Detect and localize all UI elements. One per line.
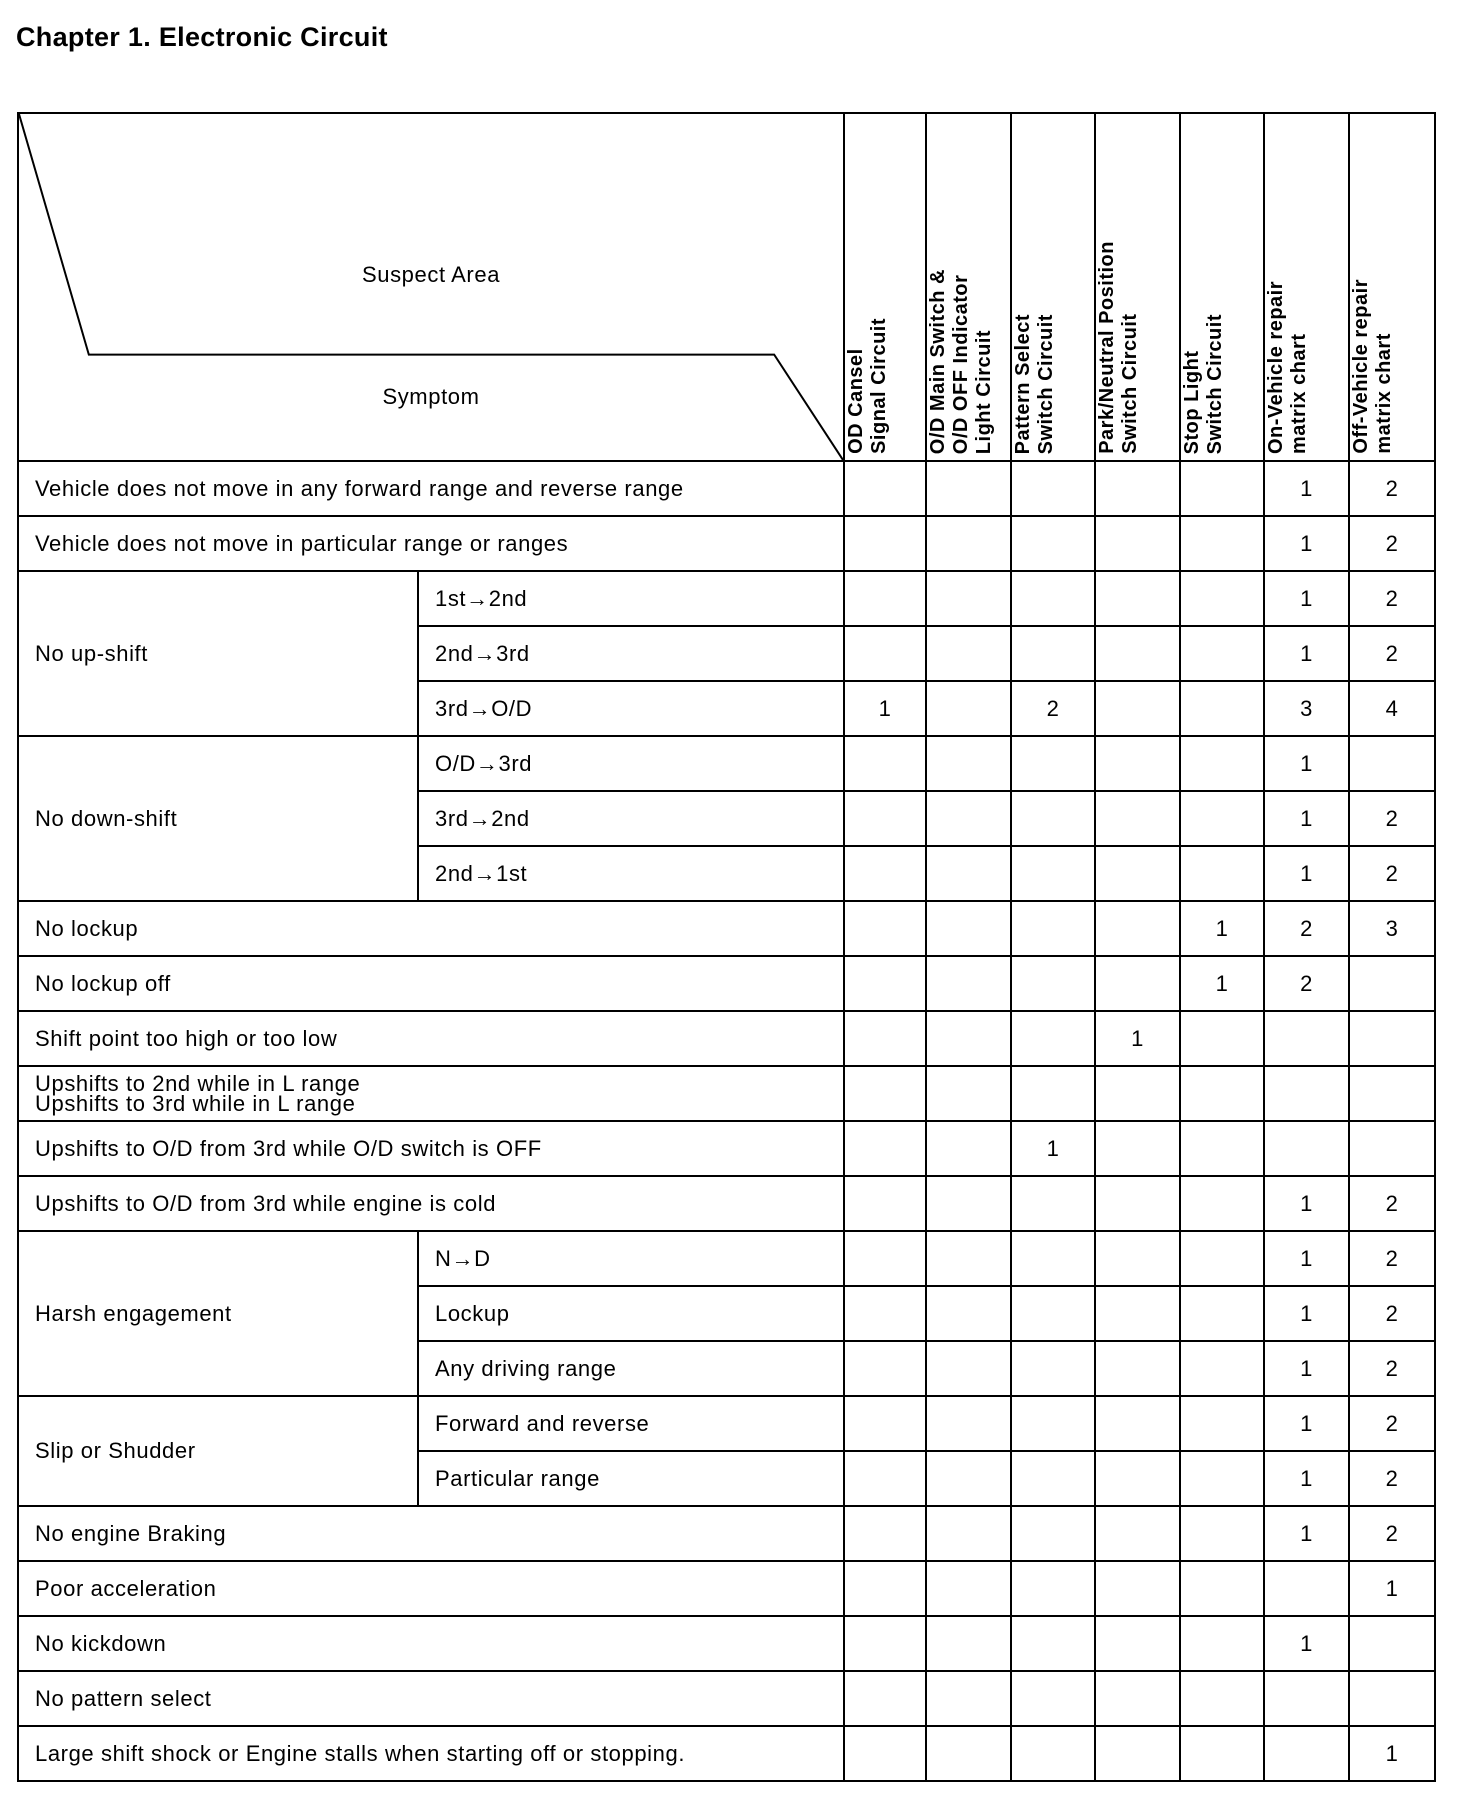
priority-cell (1095, 956, 1180, 1011)
priority-cell: 1 (1264, 461, 1349, 516)
priority-cell (1180, 1671, 1264, 1726)
priority-cell: 2 (1011, 681, 1095, 736)
priority-cell: 1 (1180, 901, 1264, 956)
symptom-group-cell: No down-shift (18, 736, 418, 901)
priority-cell: 2 (1349, 846, 1435, 901)
symptom-cell: Upshifts to 2nd while in L range Upshifts to 3rd while in L range (18, 1066, 844, 1121)
priority-cell (1095, 1286, 1180, 1341)
table-row (18, 1121, 1435, 1176)
priority-cell (1011, 1066, 1095, 1121)
priority-cell (1349, 1671, 1435, 1726)
priority-cell (1349, 956, 1435, 1011)
priority-cell (1180, 626, 1264, 681)
column-header-od-cancel: OD Cansel Signal Circuit (844, 113, 926, 461)
priority-cell (1011, 901, 1095, 956)
column-header-off-vehicle: Off-Vehicle repair matrix chart (1349, 113, 1435, 461)
priority-cell (844, 1341, 926, 1396)
table-row (18, 956, 1435, 1011)
priority-cell (926, 1726, 1011, 1781)
priority-cell (844, 1231, 926, 1286)
priority-cell (844, 571, 926, 626)
table-row (18, 1726, 1435, 1781)
priority-cell: 1 (1264, 1286, 1349, 1341)
priority-cell (844, 1671, 926, 1726)
sub-symptom-cell: Forward and reverse (418, 1396, 844, 1451)
priority-cell (1011, 846, 1095, 901)
priority-cell (1011, 1506, 1095, 1561)
priority-cell (1180, 736, 1264, 791)
priority-cell (1011, 1286, 1095, 1341)
symptom-cell: No engine Braking (18, 1506, 844, 1561)
priority-cell (1095, 1341, 1180, 1396)
priority-cell (1264, 1121, 1349, 1176)
priority-cell (844, 516, 926, 571)
priority-cell: 1 (1264, 736, 1349, 791)
priority-cell: 2 (1264, 901, 1349, 956)
symptom-cell: No kickdown (18, 1616, 844, 1671)
priority-cell (1349, 736, 1435, 791)
priority-cell: 1 (1264, 571, 1349, 626)
priority-cell (844, 461, 926, 516)
priority-cell (844, 846, 926, 901)
priority-cell (1180, 681, 1264, 736)
priority-cell (1349, 1066, 1435, 1121)
priority-cell (1180, 846, 1264, 901)
priority-cell: 2 (1349, 1396, 1435, 1451)
priority-cell: 2 (1349, 1176, 1435, 1231)
priority-cell (1264, 1066, 1349, 1121)
priority-cell (1349, 1616, 1435, 1671)
priority-cell (844, 1561, 926, 1616)
priority-cell (926, 1506, 1011, 1561)
priority-cell: 1 (1264, 626, 1349, 681)
priority-cell (1180, 1286, 1264, 1341)
column-header-park-neutral: Park/Neutral Position Switch Circuit (1095, 113, 1180, 461)
priority-cell: 1 (1180, 956, 1264, 1011)
table-row (18, 1396, 1435, 1451)
priority-cell (1180, 516, 1264, 571)
priority-cell (1011, 956, 1095, 1011)
priority-cell (844, 1066, 926, 1121)
priority-cell: 3 (1264, 681, 1349, 736)
matrix-body (18, 461, 1435, 1781)
priority-cell (1264, 1011, 1349, 1066)
priority-cell (844, 901, 926, 956)
priority-cell (926, 516, 1011, 571)
priority-cell: 1 (1264, 1176, 1349, 1231)
priority-cell (1011, 461, 1095, 516)
sub-symptom-cell: 3rd→2nd (418, 791, 844, 846)
priority-cell (1011, 791, 1095, 846)
priority-cell (1095, 1176, 1180, 1231)
priority-cell (926, 901, 1011, 956)
priority-cell (1180, 1451, 1264, 1506)
priority-cell (926, 956, 1011, 1011)
table-row (18, 1176, 1435, 1231)
priority-cell (1180, 1726, 1264, 1781)
symptom-cell: Shift point too high or too low (18, 1011, 844, 1066)
priority-cell: 4 (1349, 681, 1435, 736)
suspect-area-label: Suspect Area (361, 262, 501, 287)
table-row (18, 1011, 1435, 1066)
table-row (18, 516, 1435, 571)
priority-cell (926, 626, 1011, 681)
priority-cell (844, 1451, 926, 1506)
priority-cell (1095, 1121, 1180, 1176)
suspect-symptom-header (18, 113, 844, 461)
priority-cell: 2 (1349, 626, 1435, 681)
priority-cell (1180, 1231, 1264, 1286)
priority-cell: 2 (1349, 791, 1435, 846)
priority-cell (1011, 1396, 1095, 1451)
priority-cell: 1 (1264, 516, 1349, 571)
header-row (18, 113, 1435, 461)
priority-cell (844, 1396, 926, 1451)
priority-cell (1095, 791, 1180, 846)
priority-cell (1180, 571, 1264, 626)
priority-cell: 2 (1349, 461, 1435, 516)
symptom-cell: Vehicle does not move in particular range or ranges (18, 516, 844, 571)
priority-cell (1180, 1066, 1264, 1121)
priority-cell (844, 736, 926, 791)
priority-cell (844, 1616, 926, 1671)
priority-cell (1095, 681, 1180, 736)
priority-cell (1011, 736, 1095, 791)
priority-cell (1095, 1671, 1180, 1726)
priority-cell (926, 571, 1011, 626)
priority-cell (1095, 846, 1180, 901)
priority-cell (1011, 1011, 1095, 1066)
priority-cell (1095, 1561, 1180, 1616)
table-row (18, 1671, 1435, 1726)
priority-cell (1180, 1506, 1264, 1561)
symptom-cell: Upshifts to O/D from 3rd while engine is cold (18, 1176, 844, 1231)
priority-cell (844, 956, 926, 1011)
table-row (18, 1231, 1435, 1286)
table-row (18, 1561, 1435, 1616)
priority-cell (1095, 461, 1180, 516)
priority-cell (844, 626, 926, 681)
priority-cell: 1 (1264, 846, 1349, 901)
priority-cell (926, 846, 1011, 901)
priority-cell (1095, 1616, 1180, 1671)
troubleshooting-matrix (17, 112, 1436, 1782)
priority-cell (1095, 1506, 1180, 1561)
priority-cell: 2 (1349, 1231, 1435, 1286)
priority-cell (844, 1506, 926, 1561)
table-row (18, 736, 1435, 791)
priority-cell (844, 791, 926, 846)
priority-cell: 1 (1264, 1451, 1349, 1506)
symptom-cell: No pattern select (18, 1671, 844, 1726)
priority-cell (1011, 1176, 1095, 1231)
sub-symptom-cell: 2nd→1st (418, 846, 844, 901)
priority-cell (844, 1176, 926, 1231)
priority-cell: 1 (1349, 1726, 1435, 1781)
priority-cell (926, 681, 1011, 736)
sub-symptom-cell: 2nd→3rd (418, 626, 844, 681)
priority-cell (1180, 1011, 1264, 1066)
priority-cell (926, 1451, 1011, 1506)
priority-cell (844, 1286, 926, 1341)
page-title: Chapter 1. Electronic Circuit (16, 22, 388, 52)
sub-symptom-cell: Any driving range (418, 1341, 844, 1396)
priority-cell (1095, 901, 1180, 956)
priority-cell (1011, 1451, 1095, 1506)
priority-cell (1095, 571, 1180, 626)
priority-cell (926, 1066, 1011, 1121)
table-row (18, 571, 1435, 626)
priority-cell (844, 1121, 926, 1176)
priority-cell: 2 (1264, 956, 1349, 1011)
priority-cell (1095, 1726, 1180, 1781)
column-header-on-vehicle: On-Vehicle repair matrix chart (1264, 113, 1349, 461)
symptom-cell: Large shift shock or Engine stalls when starting off or stopping. (18, 1726, 844, 1781)
sub-symptom-cell: Particular range (418, 1451, 844, 1506)
symptom-cell: Poor acceleration (18, 1561, 844, 1616)
priority-cell (1011, 1616, 1095, 1671)
priority-cell (926, 1561, 1011, 1616)
priority-cell (1264, 1726, 1349, 1781)
symptom-group-cell: Slip or Shudder (18, 1396, 418, 1506)
priority-cell (1095, 1066, 1180, 1121)
priority-cell (1095, 516, 1180, 571)
sub-symptom-cell: O/D→3rd (418, 736, 844, 791)
column-header-stop-light: Stop Light Switch Circuit (1180, 113, 1264, 461)
priority-cell: 3 (1349, 901, 1435, 956)
priority-cell: 1 (1264, 1506, 1349, 1561)
priority-cell: 1 (1011, 1121, 1095, 1176)
priority-cell (1095, 1396, 1180, 1451)
sub-symptom-cell: 3rd→O/D (418, 681, 844, 736)
priority-cell (926, 1231, 1011, 1286)
priority-cell (926, 736, 1011, 791)
priority-cell (1264, 1671, 1349, 1726)
priority-cell (1095, 1451, 1180, 1506)
priority-cell (1180, 1396, 1264, 1451)
table-row (18, 1616, 1435, 1671)
sub-symptom-cell: N→D (418, 1231, 844, 1286)
priority-cell (1095, 626, 1180, 681)
column-header-pattern-select: Pattern Select Switch Circuit (1011, 113, 1095, 461)
symptom-cell: No lockup off (18, 956, 844, 1011)
priority-cell (844, 1011, 926, 1066)
priority-cell (926, 791, 1011, 846)
priority-cell (1095, 1231, 1180, 1286)
symptom-cell: Vehicle does not move in any forward range and reverse range (18, 461, 844, 516)
priority-cell: 1 (1264, 1341, 1349, 1396)
priority-cell: 2 (1349, 1286, 1435, 1341)
priority-cell: 1 (1264, 791, 1349, 846)
priority-cell (1264, 1561, 1349, 1616)
symptom-cell: Upshifts to O/D from 3rd while O/D switch is OFF (18, 1121, 844, 1176)
priority-cell (844, 1726, 926, 1781)
priority-cell (1011, 1726, 1095, 1781)
priority-cell: 2 (1349, 1451, 1435, 1506)
priority-cell (1349, 1011, 1435, 1066)
symptom-cell: No lockup (18, 901, 844, 956)
priority-cell (926, 1011, 1011, 1066)
priority-cell (1011, 1231, 1095, 1286)
symptom-group-cell: Harsh engagement (18, 1231, 418, 1396)
priority-cell: 2 (1349, 516, 1435, 571)
priority-cell (1180, 1561, 1264, 1616)
priority-cell: 2 (1349, 1506, 1435, 1561)
priority-cell: 2 (1349, 571, 1435, 626)
priority-cell (1011, 516, 1095, 571)
priority-cell: 1 (1264, 1616, 1349, 1671)
priority-cell (1180, 1121, 1264, 1176)
table-row (18, 461, 1435, 516)
priority-cell (1180, 1616, 1264, 1671)
priority-cell: 1 (1264, 1231, 1349, 1286)
sub-symptom-cell: 1st→2nd (418, 571, 844, 626)
symptom-label: Symptom (382, 384, 480, 409)
priority-cell (926, 1341, 1011, 1396)
priority-cell (1180, 791, 1264, 846)
priority-cell (926, 1286, 1011, 1341)
priority-cell (926, 1671, 1011, 1726)
priority-cell: 2 (1349, 1341, 1435, 1396)
priority-cell (1095, 736, 1180, 791)
priority-cell (1011, 1671, 1095, 1726)
priority-cell (1011, 571, 1095, 626)
priority-cell (926, 1121, 1011, 1176)
symptom-group-cell: No up-shift (18, 571, 418, 736)
priority-cell: 1 (1264, 1396, 1349, 1451)
priority-cell (1180, 461, 1264, 516)
table-row (18, 901, 1435, 956)
priority-cell: 1 (844, 681, 926, 736)
priority-cell: 1 (1349, 1561, 1435, 1616)
column-header-od-main-switch: O/D Main Switch & O/D OFF Indicator Light Circuit (926, 113, 1011, 461)
sub-symptom-cell: Lockup (418, 1286, 844, 1341)
priority-cell: 1 (1095, 1011, 1180, 1066)
priority-cell (1349, 1121, 1435, 1176)
priority-cell (926, 461, 1011, 516)
priority-cell (926, 1616, 1011, 1671)
priority-cell (1011, 1341, 1095, 1396)
priority-cell (1011, 626, 1095, 681)
table-row (18, 1066, 1435, 1121)
priority-cell (926, 1176, 1011, 1231)
table-row (18, 1506, 1435, 1561)
priority-cell (1180, 1341, 1264, 1396)
priority-cell (1180, 1176, 1264, 1231)
priority-cell (1011, 1561, 1095, 1616)
priority-cell (926, 1396, 1011, 1451)
